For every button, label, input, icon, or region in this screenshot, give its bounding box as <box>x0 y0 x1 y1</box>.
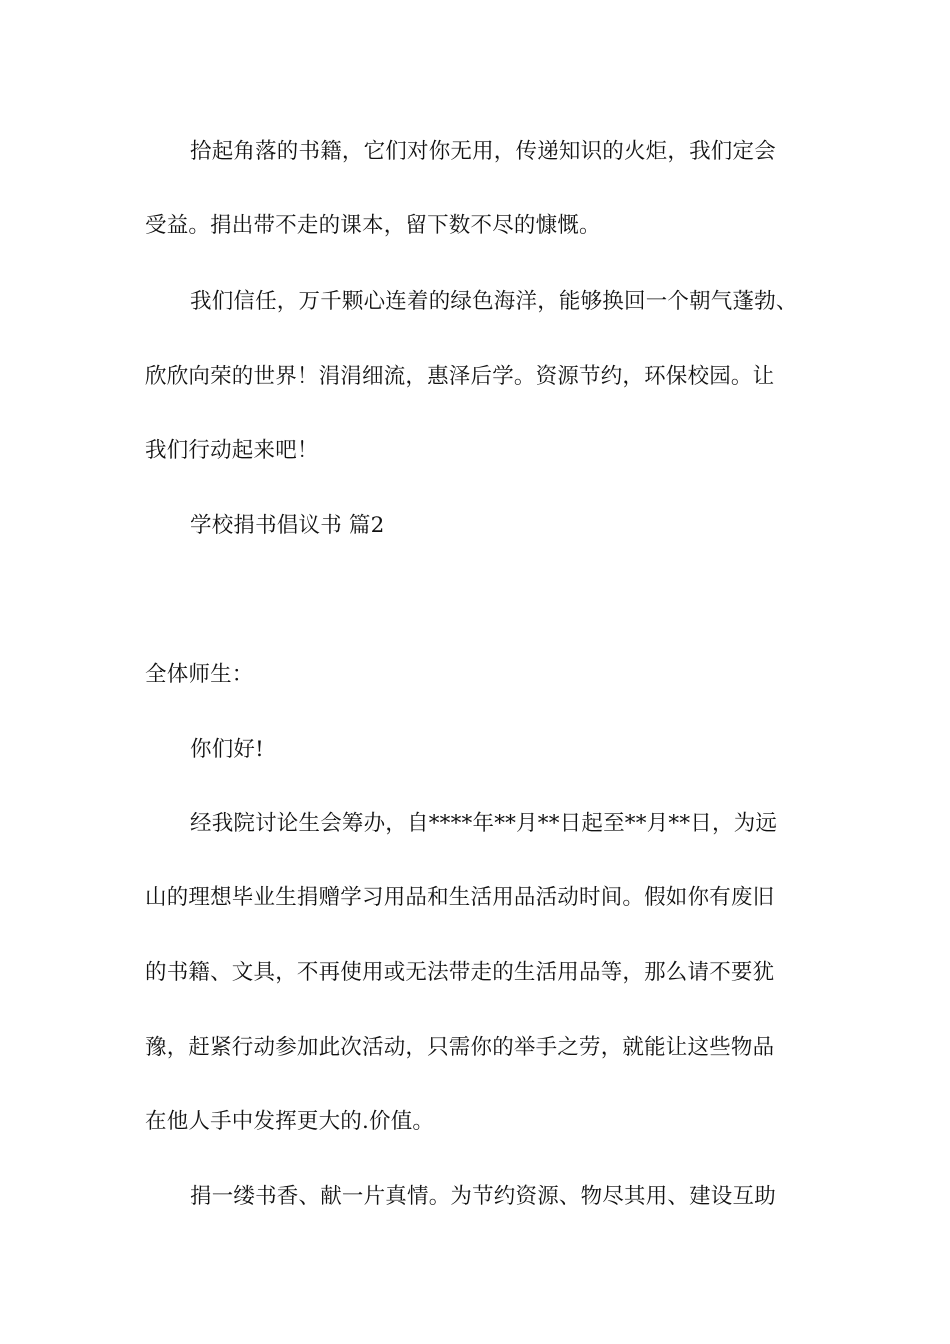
paragraph-line: 的书籍、文具，不再使用或无法带走的生活用品等，那么请不要犹 <box>145 960 775 985</box>
paragraph-line: 欣欣向荣的世界！涓涓细流，惠泽后学。资源节约，环保校园。让 <box>145 364 775 389</box>
paragraph-line: 在他人手中发挥更大的.价值。 <box>145 1109 435 1134</box>
paragraph-line: 豫，赶紧行动参加此次活动，只需你的举手之劳，就能让这些物品 <box>145 1035 775 1060</box>
paragraph-line: 我们行动起来吧！ <box>145 438 319 463</box>
paragraph-line: 山的理想毕业生捐赠学习用品和生活用品活动时间。假如你有废旧 <box>145 885 775 910</box>
paragraph-line: 经我院讨论生会筹办，自****年**月**日起至**月**日，为远 <box>190 811 778 836</box>
salutation: 全体师生： <box>145 662 254 687</box>
paragraph-line: 我们信任，万千颗心连着的绿色海洋，能够换回一个朝气蓬勃、 <box>190 289 798 314</box>
section-heading: 学校捐书倡议书 篇2 <box>190 513 385 538</box>
greeting: 你们好! <box>190 737 264 762</box>
paragraph-line: 捐一缕书香、献一片真情。为节约资源、物尽其用、建设互助 <box>190 1184 776 1209</box>
paragraph-line: 拾起角落的书籍，它们对你无用，传递知识的火炬，我们定会 <box>190 139 776 164</box>
paragraph-line: 受益。捐出带不走的课本，留下数不尽的慷慨。 <box>145 213 601 238</box>
